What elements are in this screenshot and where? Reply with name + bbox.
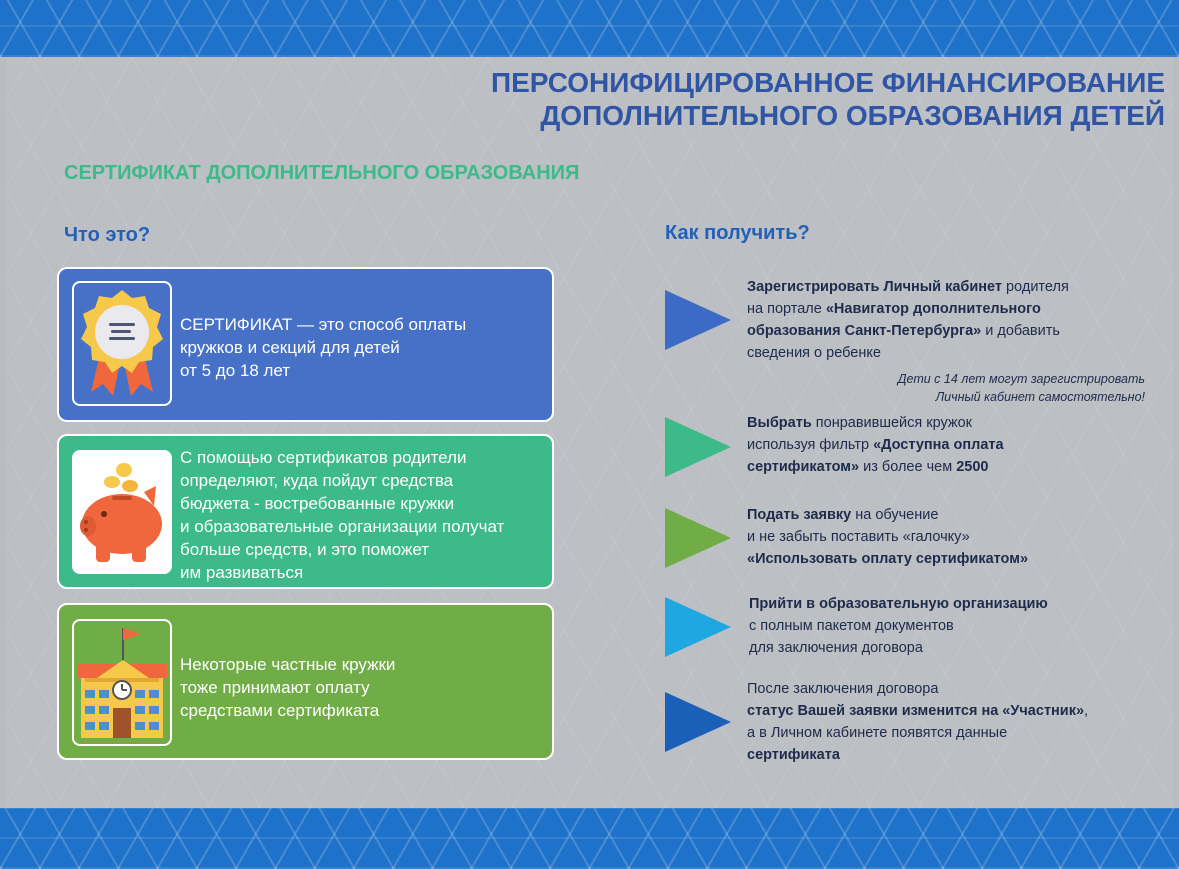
step-2-bold-3: сертификатом» — [747, 459, 860, 475]
card-3-line: тоже принимают оплату — [180, 678, 370, 697]
step-4-line-2: с полным пакетом документов — [749, 618, 954, 634]
step-3-bold-3: «Использовать оплату сертификатом» — [747, 551, 1029, 567]
title-line-1: ПЕРСОНИФИЦИРОВАННОЕ ФИНАНСИРОВАНИЕ — [490, 67, 1165, 98]
step-4-text — [749, 593, 1048, 659]
step-2-count: 2500 — [956, 459, 989, 475]
top-decorative-band — [0, 0, 1179, 57]
card-2-line: им развиваться — [180, 563, 304, 582]
step-5-rest: , — [1084, 703, 1089, 719]
card-2-line: С помощью сертификатов родители — [180, 448, 467, 467]
icon-frame — [72, 281, 172, 406]
card-1-text — [180, 313, 466, 382]
step-5-text — [747, 678, 1088, 766]
step-3-text — [747, 504, 1028, 570]
how-to-get-heading: Как получить? — [665, 222, 810, 244]
what-is-it-heading: Что это? — [64, 224, 151, 246]
card-2-text — [180, 446, 504, 584]
card-1-line: кружков и секций для детей — [180, 338, 400, 357]
page-title — [491, 66, 1165, 132]
title-line-2: ДОПОЛНИТЕЛЬНОГО ОБРАЗОВАНИЯ ДЕТЕЙ — [540, 100, 1165, 131]
step-2-text — [747, 412, 1004, 478]
step-4-line-3: для заключения договора — [749, 640, 923, 656]
card-2-line: больше средств, и это поможет — [180, 540, 430, 559]
step-1-pre: на портале — [747, 301, 826, 317]
step-1-bold-2: «Навигатор дополнительного — [825, 301, 1041, 317]
section-subtitle: СЕРТИФИКАТ ДОПОЛНИТЕЛЬНОГО ОБРАЗОВАНИЯ — [64, 162, 580, 184]
bottom-decorative-band — [0, 808, 1179, 869]
step-5-bold-4: сертификата — [747, 747, 840, 763]
piggy-bank-icon — [74, 456, 170, 568]
step-3-line-2: и не забыть поставить «галочку» — [747, 529, 970, 545]
card-1-line: СЕРТИФИКАТ — это способ оплаты — [180, 315, 467, 334]
step-1-line-4: сведения о ребенке — [747, 345, 881, 361]
step-3-rest: на обучение — [851, 507, 939, 523]
step-1-bold: Зарегистрировать Личный кабинет — [747, 279, 1003, 295]
card-1-line: от 5 до 18 лет — [180, 361, 291, 380]
note-line-2: Личный кабинет самостоятельно! — [935, 390, 1145, 404]
step-1-bold-3: образования Санкт-Петербурга» — [747, 323, 982, 339]
step-3-bold: Подать заявку — [747, 507, 852, 523]
step-5-line-3: а в Личном кабинете появятся данные — [747, 725, 1008, 741]
medal-icon — [77, 288, 167, 400]
step-2-rest: понравившейся кружок — [811, 415, 973, 431]
age-note — [898, 370, 1145, 406]
card-2-line: и образовательные организации получат — [180, 517, 505, 536]
card-2-line: бюджета - востребованные кружки — [180, 494, 455, 513]
card-3-line: средствами сертификата — [180, 701, 380, 720]
step-5-line-1: После заключения договора — [747, 681, 939, 697]
step-1-text — [747, 276, 1069, 364]
step-2-pre: используя фильтр — [747, 437, 874, 453]
step-2-mid: из более чем — [859, 459, 957, 475]
step-1-rest-3: и добавить — [981, 323, 1060, 339]
step-1-arrow-icon — [665, 290, 731, 350]
step-5-arrow-icon — [665, 692, 731, 752]
step-4-arrow-icon — [665, 597, 731, 657]
card-2-line: определяют, куда пойдут средства — [180, 471, 454, 490]
step-3-arrow-icon — [665, 508, 731, 568]
info-card-private — [57, 603, 554, 760]
card-3-text — [180, 653, 395, 722]
icon-frame — [72, 450, 172, 574]
step-4-bold: Прийти в образовательную организацию — [749, 596, 1048, 612]
step-5-bold: статус Вашей заявки изменится на «Участник» — [747, 703, 1085, 719]
icon-frame — [72, 619, 172, 746]
step-1-rest: родителя — [1002, 279, 1069, 295]
info-card-certificate — [57, 267, 554, 422]
note-line-1: Дети с 14 лет могут зарегистрировать — [897, 372, 1145, 386]
step-2-arrow-icon — [665, 417, 731, 477]
info-card-parents — [57, 434, 554, 589]
school-building-icon — [75, 624, 169, 742]
card-3-line: Некоторые частные кружки — [180, 655, 396, 674]
step-2-bold-2: «Доступна оплата — [873, 437, 1004, 453]
step-2-bold: Выбрать — [747, 415, 812, 431]
